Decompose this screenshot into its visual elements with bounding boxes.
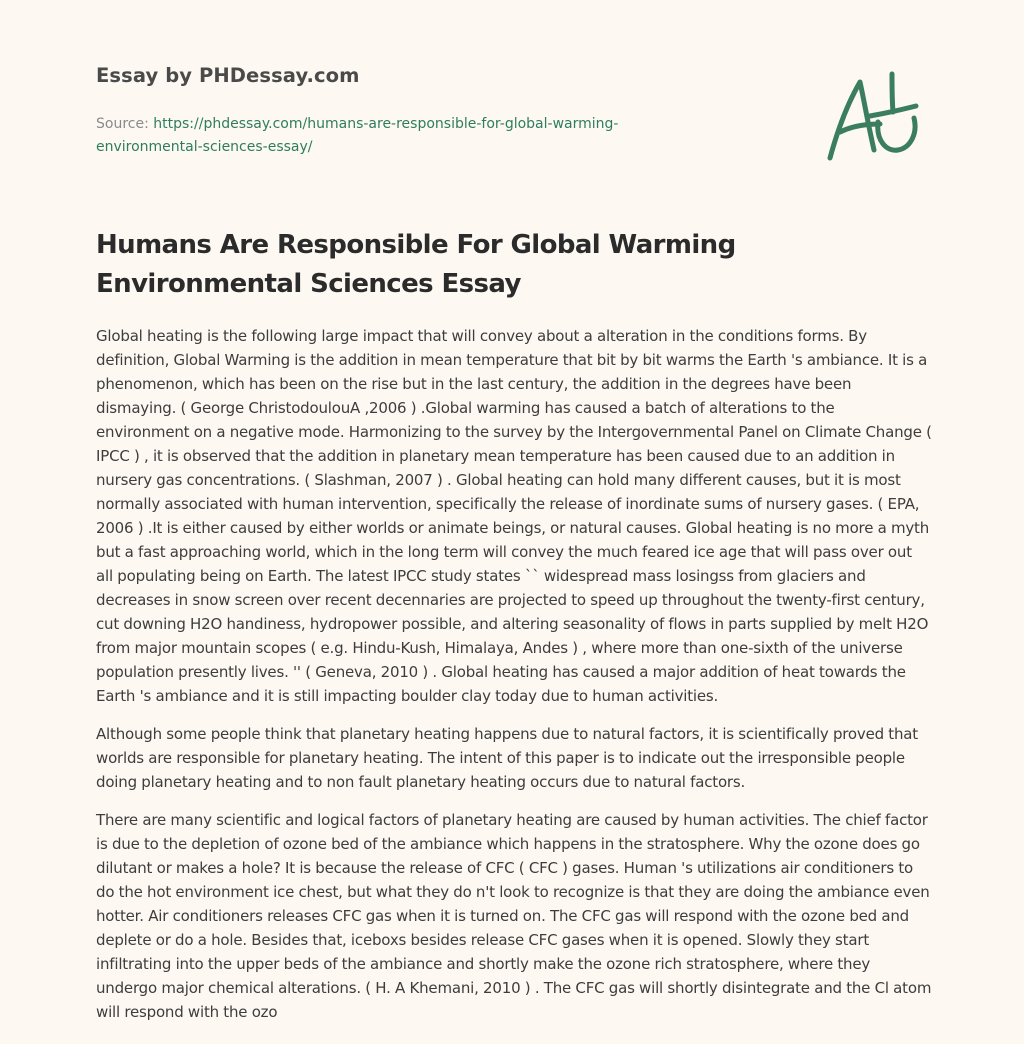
essay-header <box>96 64 736 159</box>
source-link[interactable]: https://phdessay.com/humans-are-responsible-for-global-warming-environmental-sciences-essay/ <box>96 116 619 155</box>
essay-title: Humans Are Responsible For Global Warming Environmental Sciences Essay <box>96 230 736 299</box>
site-brand: Essay by PHDessay.com <box>96 64 360 87</box>
essay-paragraph: There are many scientific and logical factors of planetary heating are caused by human activities. The chief factor is due to the depletion of ozone bed of the ambiance which happens in the stratosphere. Why the ozone does go dilutant or makes a hole? It is because the release of CFC ( CFC ) gases. Human 's utilizations air conditioners to do the hot environment ice chest, but what they do n't look to recognize is that they are doing the ambiance even hotter. Air conditioners releases CFC gas when it is turned on. The CFC gas will respond with the ozone bed and deplete or do a hole. Besides that, iceboxs besides release CFC gases when it is opened. Slowly they start infiltrating into the upper beds of the ambiance and shortly make the ozone rich stratosphere, where they undergo major chemical alterations. ( H. A Khemani, 2010 ) . The CFC gas will shortly disintegrate and the Cl atom will respond with the ozo <box>96 811 932 1021</box>
source-label: Source: <box>96 116 149 132</box>
essay-paragraph: Global heating is the following large impact that will convey about a alteration in the conditions forms. By definition, Global Warming is the addition in mean temperature that bit by bit warms the Earth 's ambiance. It is a phenomenon, which has been on the rise but in the last century, the addition in the degrees have been dismaying. ( George ChristodoulouA ,2006 ) .Global warming has caused a batch of alterations to the environment on a negative mode. Harmonizing to the survey by the Intergovernmental Panel on Climate Change ( IPCC ) , it is observed that the addition in planetary mean temperature has been caused due to an addition in nursery gas concentrations. ( Slashman, 2007 ) . Global heating can hold many different causes, but it is most normally associated with human intervention, specifically the release of inordinate sums of nursery gases. ( EPA, 2006 ) .It is either caused by either worlds or animate beings, or natural causes. Global heating is no more a myth but a fast approaching world, which in the long term will convey the much feared ice age that will pass over out all populating being on Earth. The latest IPCC study states `` widespread mass losingss from glaciers and decreases in snow screen over recent decennaries are projected to speed up throughout the twenty-first century, cut downing H2O handiness, hydropower possible, and altering seasonality of flows in parts supplied by melt H2O from major mountain scopes ( e.g. Hindu-Kush, Himalaya, Andes ) , where more than one-sixth of the universe population presently lives. '' ( Geneva, 2010 ) . Global heating has caused a major addition of heat towards the Earth 's ambiance and it is still impacting boulder clay today due to human activities. <box>96 327 932 705</box>
source-line <box>96 113 696 159</box>
a-plus-grade-icon <box>822 66 932 166</box>
essay-paragraph: Although some people think that planetary heating happens due to natural factors, it is scientifically proved that worlds are responsible for planetary heating. The intent of this paper is to indicate out the irresponsible people doing planetary heating and to non fault planetary heating occurs due to natural factors. <box>96 725 918 791</box>
essay-body <box>96 324 932 1038</box>
